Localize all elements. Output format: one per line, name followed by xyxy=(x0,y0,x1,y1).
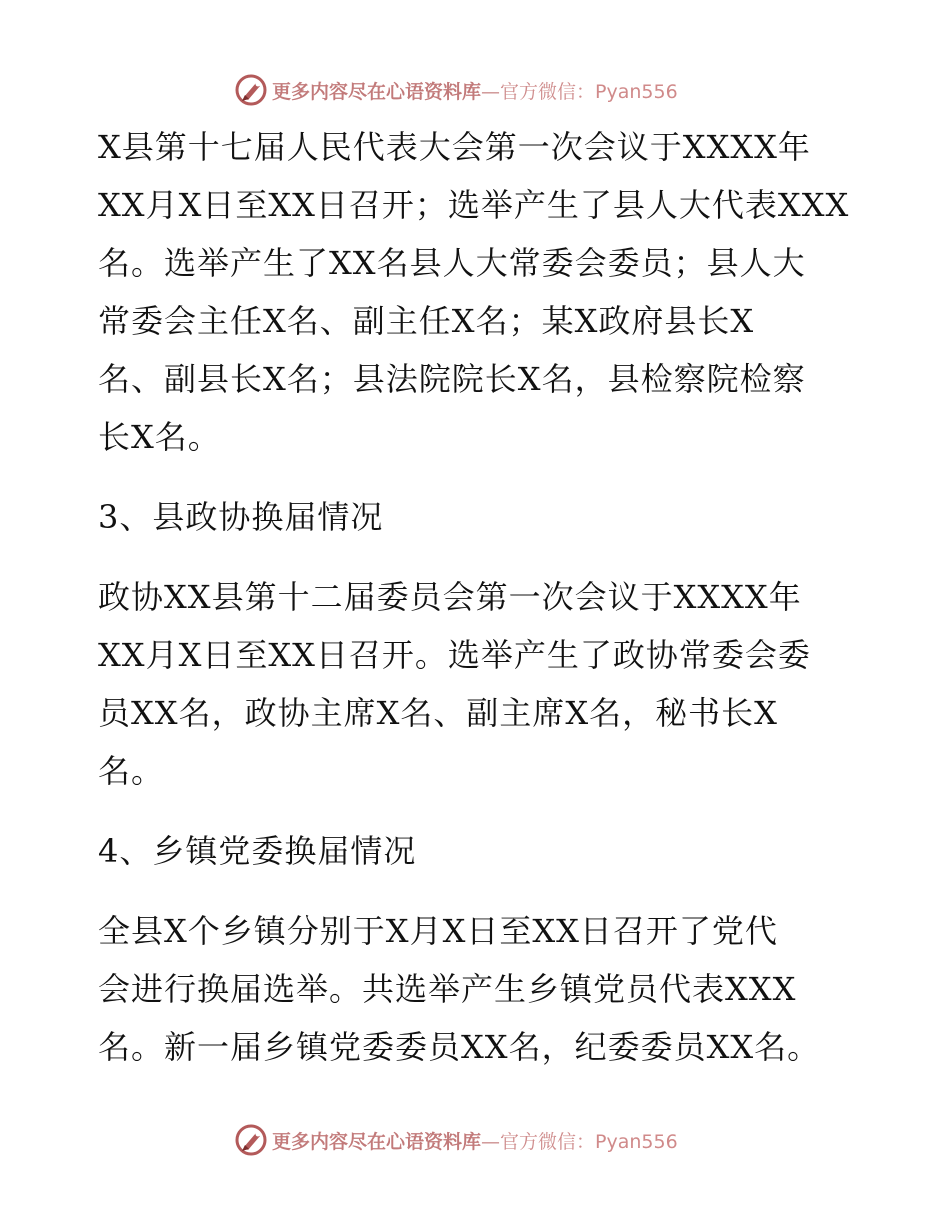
watermark-id: Pyan556 xyxy=(595,80,678,103)
watermark-dash: — xyxy=(481,1130,501,1153)
paragraph-line: 名。新一届乡镇党委委员XX名，纪委委员XX名。 xyxy=(98,1028,821,1066)
paragraph-line: X县第十七届人民代表大会第一次会议于XXXX年 xyxy=(98,128,811,166)
paragraph-line: 名。 xyxy=(98,752,165,790)
paragraph-line: 名。选举产生了XX名县人大常委会委员；县人大 xyxy=(98,244,806,282)
paragraph-line: 长X名。 xyxy=(98,418,221,456)
paragraph-line: XX月X日至XX日召开。选举产生了政协常委会委 xyxy=(98,636,811,674)
section-heading-4: 4、乡镇党委换届情况 xyxy=(98,832,417,870)
watermark-text xyxy=(272,77,678,104)
paragraph-line: 名、副县长X名；县法院院长X名，县检察院检察 xyxy=(98,360,806,398)
paragraph-township xyxy=(98,902,878,1076)
paragraph-cppcc xyxy=(98,568,878,800)
watermark-sub: 官方微信： xyxy=(500,1130,596,1153)
document-body xyxy=(98,118,878,1076)
watermark-text xyxy=(272,1127,678,1154)
paragraph-line: 会进行换届选举。共选举产生乡镇党员代表XXX xyxy=(98,970,797,1008)
watermark-main: 更多内容尽在心语资料库 xyxy=(272,1130,482,1153)
paragraph-line: 员XX名，政协主席X名、副主席X名，秘书长X xyxy=(98,694,778,732)
watermark-main: 更多内容尽在心语资料库 xyxy=(272,80,482,103)
watermark-sub: 官方微信： xyxy=(500,80,596,103)
watermark-dash: — xyxy=(481,80,501,103)
watermark-footer xyxy=(234,1120,678,1160)
paragraph-line: 政协XX县第十二届委员会第一次会议于XXXX年 xyxy=(98,578,802,616)
pen-nib-circle-icon xyxy=(234,73,268,107)
paragraph-line: XX月X日至XX日召开；选举产生了县人大代表XXX xyxy=(98,186,850,224)
pen-nib-circle-icon xyxy=(234,1123,268,1157)
watermark-id: Pyan556 xyxy=(595,1130,678,1153)
watermark-header xyxy=(234,70,678,110)
paragraph-people-congress xyxy=(98,118,878,466)
paragraph-line: 常委会主任X名、副主任X名；某X政府县长X xyxy=(98,302,755,340)
section-heading-3: 3、县政协换届情况 xyxy=(98,498,384,536)
paragraph-line: 全县X个乡镇分别于X月X日至XX日召开了党代 xyxy=(98,912,778,950)
